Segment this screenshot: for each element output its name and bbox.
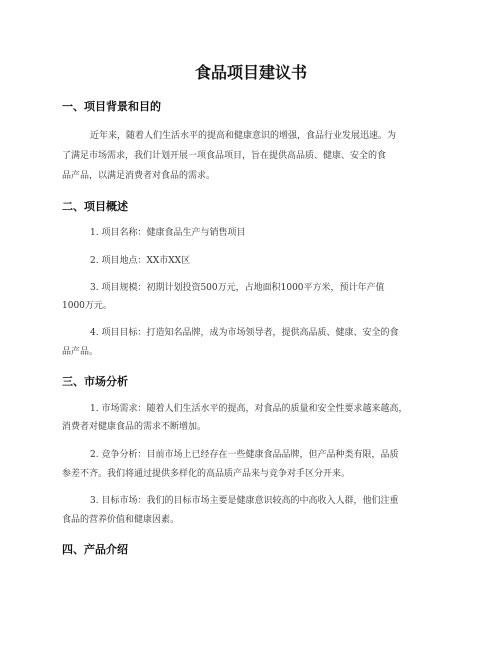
list-item: 3. 项目规模：初期计划投资500万元，占地面积1000平方米，预计年产值 bbox=[90, 283, 385, 293]
paragraph-line: 了满足市场需求，我们计划开展一项食品项目，旨在提供高品质、健康、安全的食 bbox=[62, 151, 387, 161]
list-item-continuation: 1000万元。 bbox=[62, 301, 112, 311]
section-heading-market: 三、市场分析 bbox=[62, 375, 128, 388]
list-item-continuation: 品产品。 bbox=[62, 347, 99, 357]
section-heading-background: 一、项目背景和目的 bbox=[62, 100, 161, 113]
list-item: 4. 项目目标：打造知名品牌，成为市场领导者，提供高品质、健康、安全的食 bbox=[90, 328, 399, 338]
list-item: 2. 项目地点：XX市XX区 bbox=[90, 256, 191, 266]
list-item: 2. 竞争分析：目前市场上已经存在一些健康食品品牌，但产品种类有限，品质 bbox=[90, 450, 399, 460]
list-item-continuation: 食品的营养价值和健康因素。 bbox=[62, 515, 180, 525]
paragraph-line: 品产品，以满足消费者对食品的需求。 bbox=[62, 171, 216, 181]
list-item: 3. 目标市场：我们的目标市场主要是健康意识较高的中高收入人群，他们注重 bbox=[90, 496, 399, 506]
list-item: 1. 市场需求：随着人们生活水平的提高，对食品的质量和安全性要求越来越高， bbox=[90, 404, 408, 414]
section-heading-overview: 二、项目概述 bbox=[62, 200, 128, 213]
list-item-continuation: 参差不齐。我们将通过提供多样化的高品质产品来与竞争对手区分开来。 bbox=[62, 469, 351, 479]
list-item-continuation: 消费者对健康食品的需求不断增加。 bbox=[62, 422, 207, 432]
list-item: 1. 项目名称：健康食品生产与销售项目 bbox=[90, 228, 246, 238]
section-heading-product: 四、产品介绍 bbox=[62, 543, 128, 556]
document-title: 食品项目建议书 bbox=[194, 63, 307, 82]
paragraph-line: 近年来，随着人们生活水平的提高和健康意识的增强，食品行业发展迅速。为 bbox=[90, 131, 397, 141]
